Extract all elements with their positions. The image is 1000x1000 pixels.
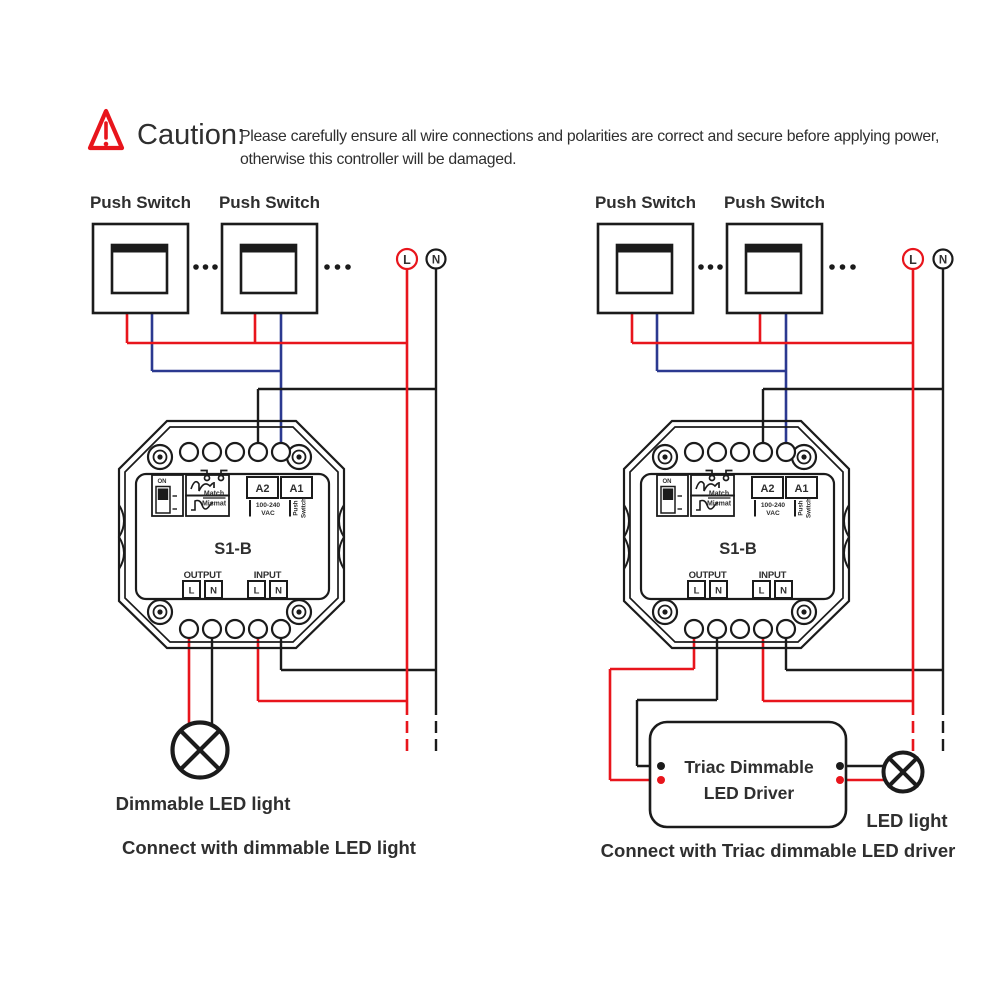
push-switch-1: [93, 224, 188, 313]
caution-text-line1: Please carefully ensure all wire connections and polarities are correct and secure before applying power,: [240, 128, 940, 145]
right-lamp-label: LED light: [866, 810, 948, 831]
push-switch-4: [727, 224, 822, 313]
warning-triangle-icon: [90, 111, 122, 148]
led-lamp-icon: [884, 753, 923, 792]
left-caption: Connect with dimmable LED light: [122, 837, 416, 858]
push-switch-1-label: Push Switch: [89, 193, 192, 212]
triac-driver-box: [650, 722, 846, 827]
push-switch-2-label: Push Switch: [218, 193, 321, 212]
caution-title: Caution:: [137, 119, 246, 151]
right-neutral-badge: [934, 250, 953, 269]
push-switch-3-label: Push Switch: [594, 193, 697, 212]
caution-text-line2: otherwise this controller will be damaged.: [240, 151, 517, 168]
push-switch-3: [598, 224, 693, 313]
push-switch-2: [222, 224, 317, 313]
push-switch-4-label: Push Switch: [723, 193, 826, 212]
left-s1b-controller: [119, 421, 344, 648]
driver-label-line1: Triac Dimmable: [684, 757, 814, 777]
dimmable-led-lamp-icon: [173, 723, 228, 778]
driver-label-line2: LED Driver: [703, 783, 795, 803]
right-live-badge: [903, 249, 923, 269]
right-diagram: [595, 193, 955, 861]
driver-input-l-dot: [657, 776, 665, 784]
driver-output-l-dot: [836, 776, 844, 784]
left-lamp-label: Dimmable LED light: [115, 793, 291, 814]
caution-header: [90, 111, 939, 168]
driver-input-n-dot: [657, 762, 665, 770]
left-neutral-badge: [427, 250, 446, 269]
right-caption: Connect with Triac dimmable LED driver: [600, 840, 956, 861]
left-live-badge: [397, 249, 417, 269]
right-s1b-controller: [624, 421, 849, 648]
left-diagram: [90, 193, 446, 858]
driver-output-n-dot: [836, 762, 844, 770]
